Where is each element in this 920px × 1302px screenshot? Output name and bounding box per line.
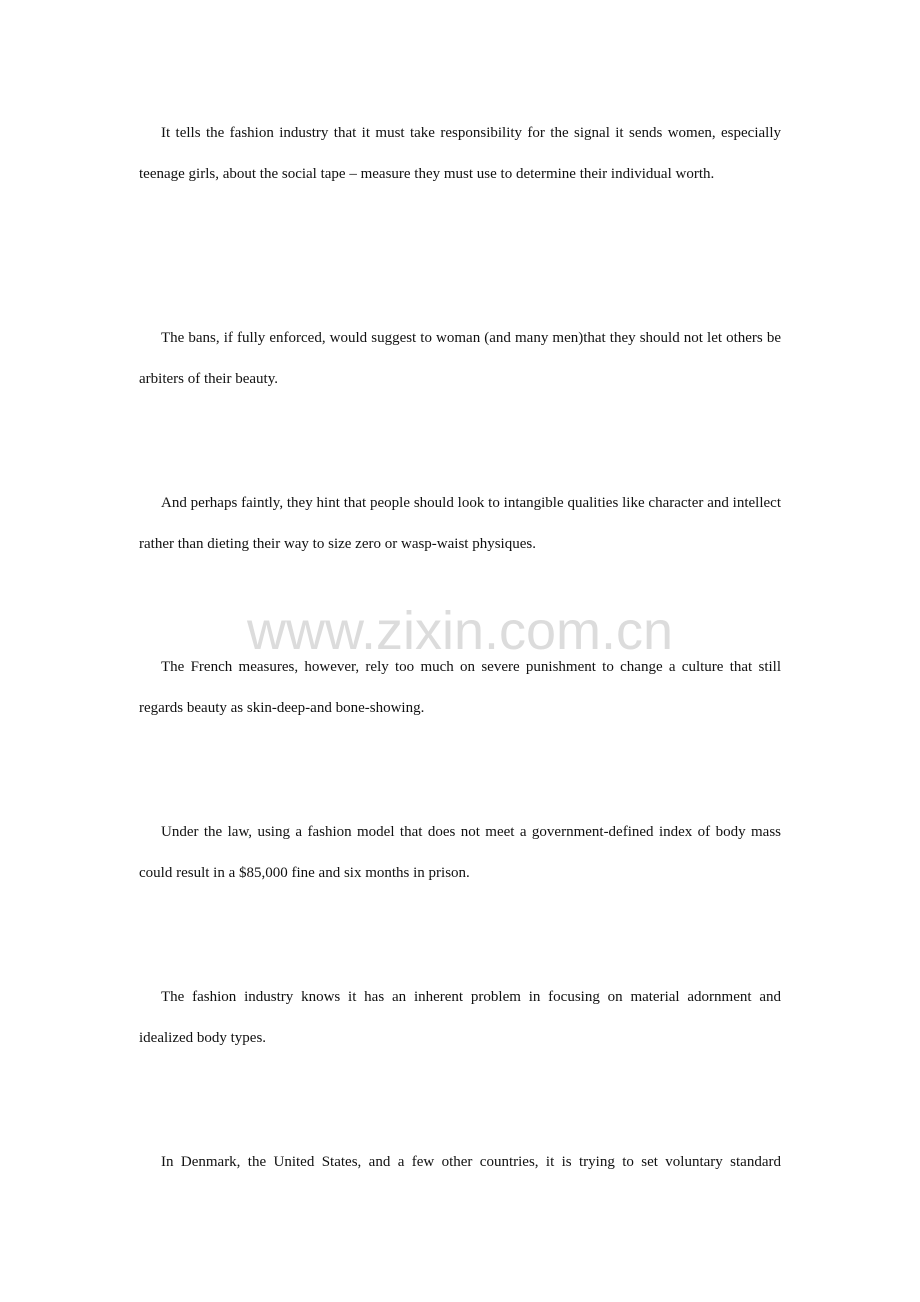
paragraph-3: And perhaps faintly, they hint that people should look to intangible qualities like character and intellect rather than dieting their way to size zero or wasp-waist physiques. [139,495,781,552]
paragraph-2: The bans, if fully enforced, would suggest to woman (and many men)that they should not let others be arbiters of their beauty. [139,330,781,387]
paragraph-4: The French measures, however, rely too much on severe punishment to change a culture that still regards beauty as skin-deep-and bone-showing. [139,659,781,716]
paragraph-1: It tells the fashion industry that it must take responsibility for the signal it sends women, especially teenage girls, about the social tape – measure they must use to determine their individual worth. [139,125,781,182]
watermark: www.zixin.com.cn [246,601,674,661]
paragraph-6: The fashion industry knows it has an inherent problem in focusing on material adornment and idealized body types. [139,989,781,1046]
paragraph-7: In Denmark, the United States, and a few other countries, it is trying to set voluntary standard [161,1154,781,1170]
paragraph-5: Under the law, using a fashion model that does not meet a government-defined index of body mass could result in a $85,000 fine and six months in prison. [139,824,781,881]
